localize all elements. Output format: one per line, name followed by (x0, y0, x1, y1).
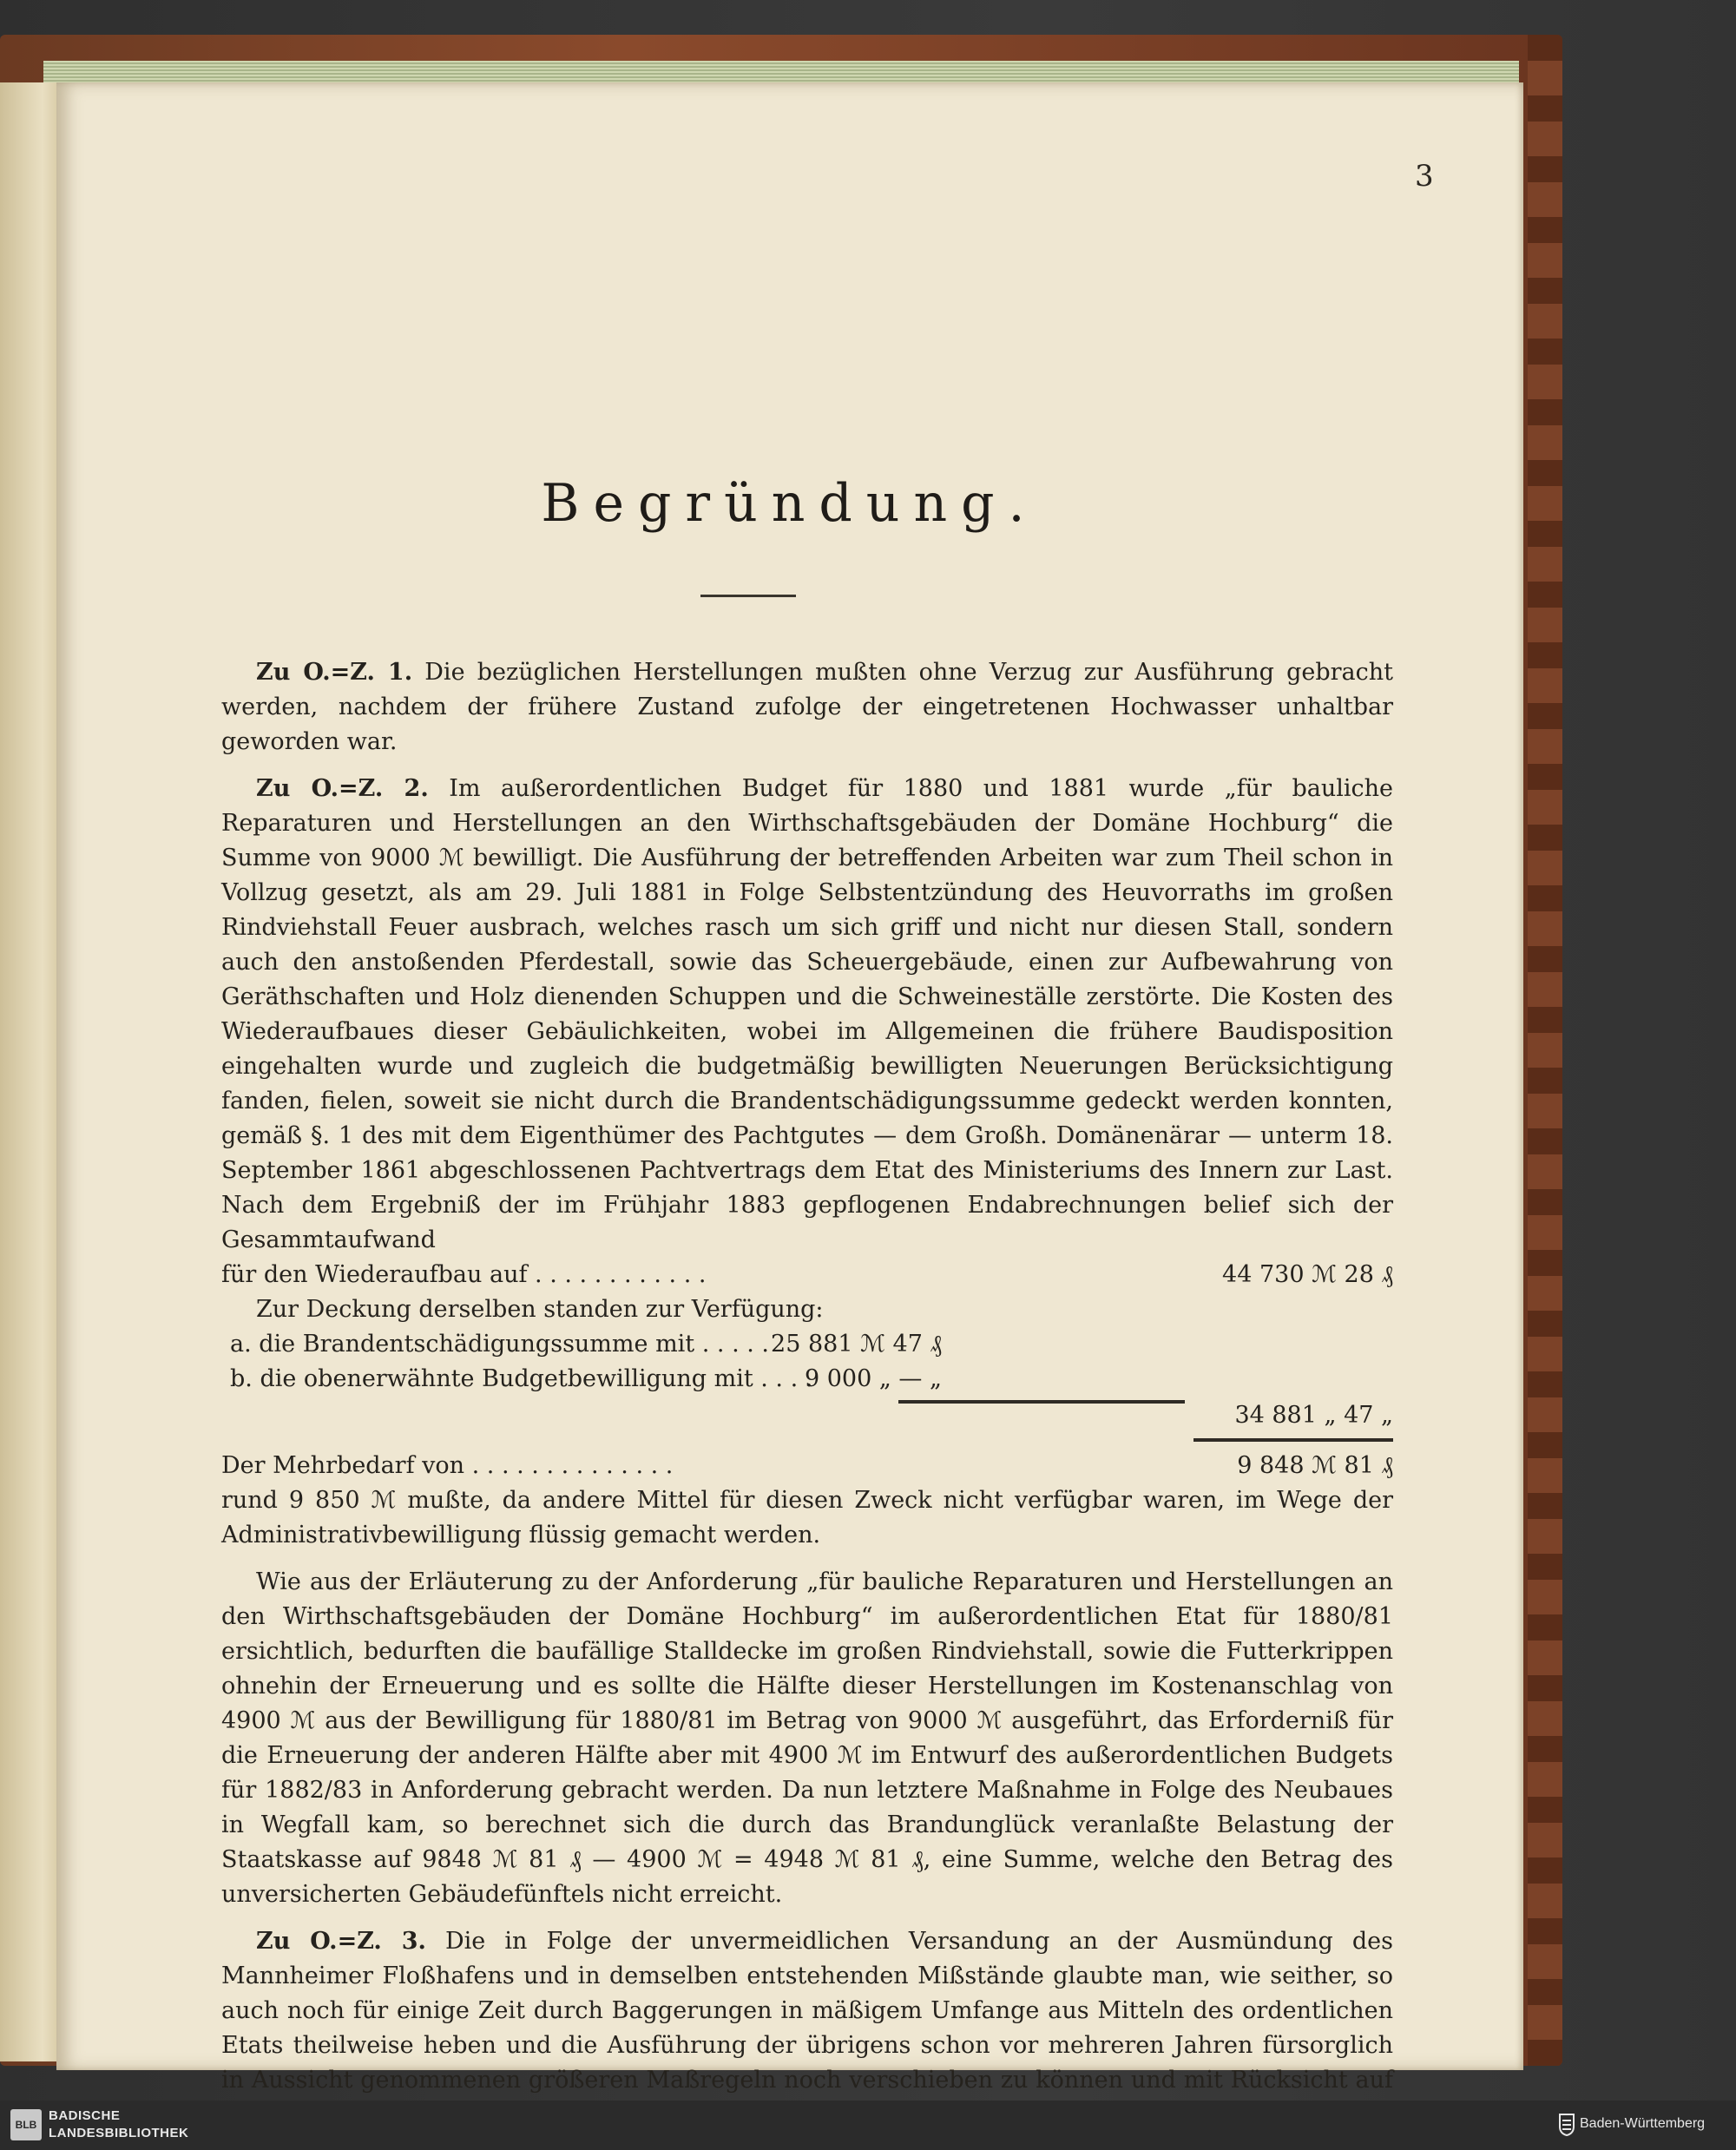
page-title: Begründung. (541, 473, 1039, 534)
total-cost-row (221, 1258, 1393, 1292)
coverage-row-a (230, 1327, 1393, 1362)
library-footer (0, 2101, 1736, 2150)
blb-logo-icon[interactable]: BLB (10, 2109, 42, 2140)
coverage-sum-row (221, 1404, 1393, 1438)
item-label-3: Zu O.=Z. 3. (256, 1928, 426, 1955)
coverage-b-amount: 9 000 „ — „ (804, 1365, 942, 1392)
coverage-heading: Zur Deckung derselben standen zur Verfügung: (256, 1296, 824, 1323)
item-label-1: Zu O.=Z. 1. (256, 659, 413, 686)
blb-name-line1: BADISCHE (49, 2108, 121, 2123)
blb-name-line2: LANDESBIBLIOTHEK (49, 2126, 189, 2140)
additional-need-row (221, 1449, 1393, 1483)
additional-need-label: Der Mehrbedarf von . . . . . . . . . . . . . . (221, 1452, 674, 1479)
blb-name[interactable] (49, 2107, 188, 2142)
paragraph-1 (221, 655, 1393, 759)
coverage-b-label: b. die obenerwähnte Budgetbewilligung mit . . . . (230, 1365, 813, 1392)
left-page-edge (0, 82, 61, 2061)
baden-wuerttemberg-label[interactable]: Baden-Württemberg (1580, 2116, 1706, 2131)
total-cost-label: für den Wiederaufbau auf . . . . . . . . . . . . (221, 1261, 707, 1288)
paragraph-2 (221, 772, 1393, 1258)
paragraph-3: Wie aus der Erläuterung zu der Anforderung „für bauliche Reparaturen und Herstellungen an den Wirthschaftsgebäuden der Domäne Hochburg“ im außerordentlichen Etat für 1880/81 ersichtlich, bedurften die baufällige Stalldecke im großen Rindviehstall, sowie die Futterkrippen ohnehin der Erneuerung und es sollte die Hälfte dieser Herstellungen im Kostenanschlag von 4900 ℳ aus der Bewilligung für 1880/81 im Betrag von 9000 ℳ ausgeführt, das Erforderniß für die Erneuerung der anderen Hälfte aber mit 4900 ℳ im Entwurf des außerordentlichen Budgets für 1882/83 in Anforderung gebracht werden. Da nun letztere Maßnahme in Folge des Neubaues in Wegfall kam, so berechnet sich die durch das Brandunglück veranlaßte Belastung der Staatskasse auf 9848 ℳ 81 ₰ — 4900 ℳ = 4948 ℳ 81 ₰, eine Summe, welche den Betrag des unversicherten Gebäudefünftels nicht erreicht. (221, 1568, 1393, 1908)
coverage-sum-amount: 34 881 „ 47 „ (1234, 1402, 1393, 1429)
paragraph-1-text: Die bezüglichen Herstellungen mußten ohne Verzug zur Ausführung gebracht werden, nachdem der frühere Zustand zufolge der eingetretenen Hochwasser unhaltbar geworden war. (221, 659, 1393, 755)
paragraph-4-text: Die in Folge der unvermeidlichen Versandung an der Ausmündung des Mannheimer Floßhafens und in demselben entstehenden Mißstände glaubte man, wie seither, so auch noch für einige Zeit durch Baggerungen in mäßigem Umfange aus Mitteln des ordentlichen Etats theilweise heben und die Ausführung der übrigens schon vor mehreren Jahren fürsorglich in Aussicht genommenen größeren Maßregeln noch verschieben zu können und mit Rücksicht auf (221, 1928, 1394, 2094)
coverage-row-b (230, 1362, 1393, 1397)
item-label-2: Zu O.=Z. 2. (256, 775, 429, 802)
title-rule (700, 595, 796, 597)
total-cost-amount: 44 730 ℳ 28 ₰ (1222, 1261, 1393, 1288)
document-page (56, 82, 1523, 2094)
cover-edge (1528, 35, 1562, 2066)
additional-need-amount: 9 848 ℳ 81 ₰ (1237, 1452, 1393, 1479)
coverage-a-label: a. die Brandentschädigungssumme mit . . . . . (230, 1331, 769, 1358)
baden-wuerttemberg-crest-icon (1558, 2113, 1575, 2137)
rounding-paragraph: rund 9 850 ℳ mußte, da andere Mittel für diesen Zweck nicht verfügbar waren, im Wege der Administrativbewilligung flüssig gemacht werden. (221, 1487, 1393, 1548)
paragraph-2-text: Im außerordentlichen Budget für 1880 und 1881 wurde „für bauliche Reparaturen und Herstellungen an den Wirthschaftsgebäuden der Domäne Hochburg“ die Summe von 9000 ℳ bewilligt. Die Ausführung der betreffenden Arbeiten war zum Theil schon in Vollzug gesetzt, als am 29. Juli 1881 in Folge Selbstentzündung des Heuvorraths im großen Rindviehstall Feuer ausbrach, welches rasch um sich griff und nicht nur diesen Stall, sondern auch den anstoßenden Pferdestall, sowie das Scheuergebäude, einen zur Aufbewahrung von Geräthschaften und Holz dienenden Schuppen und die Schweineställe zerstörte. Die Kosten des Wiederaufbaues dieser Gebäulichkeiten, wobei im Allgemeinen die frühere Baudisposition eingehalten wurde und zugleich die budgetmäßig bewilligten Neuerungen Berücksichtigung fanden, fielen, soweit sie nicht durch die Brandentschädigungssumme gedeckt werden konnten, gemäß §. 1 des mit dem Eigenthümer des Pachtgutes — dem Großh. Domänenärar — unterm 18. September 1861 abgeschlossenen Pachtvertrags dem Etat des Ministeriums des Innern zur Last. Nach dem Ergebniß der im Frühjahr 1883 gepflogenen Endabrechnungen belief sich der Gesammtaufwand (221, 775, 1393, 1253)
sum-rule (1194, 1438, 1393, 1442)
page-number: 3 (1415, 159, 1434, 194)
coverage-a-amount: 25 881 ℳ 47 ₰ (771, 1331, 942, 1358)
document-body (221, 655, 1393, 2145)
